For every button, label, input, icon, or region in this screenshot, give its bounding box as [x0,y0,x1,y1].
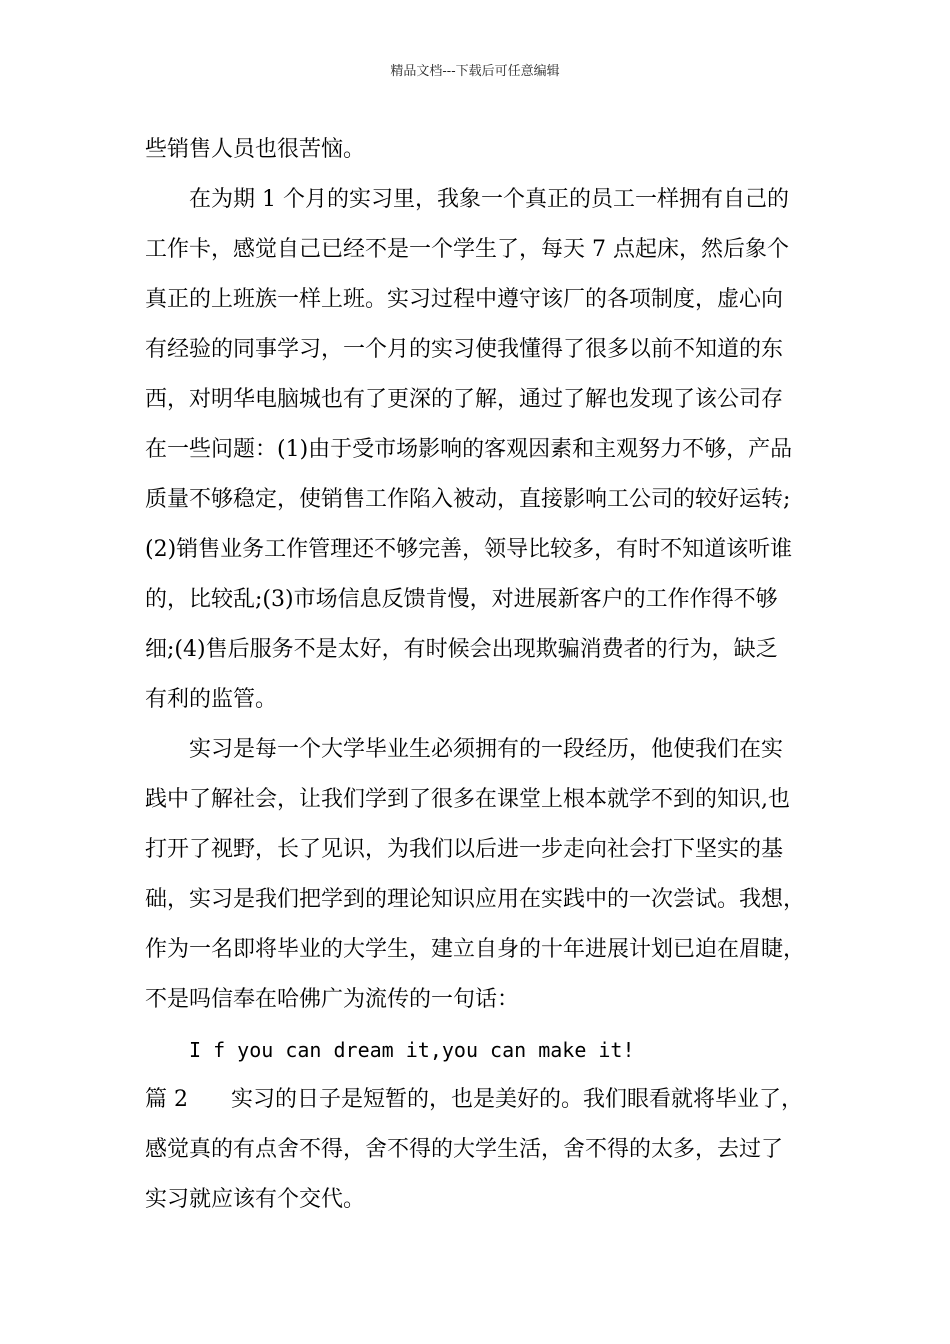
text-line: 础，实习是我们把学到的理论知识应用在实践中的一次尝试。我想， [145,887,806,912]
text-line: (2)销售业务工作管理还不够完善，领导比较多，有时不知道该听谁 [145,537,793,562]
text-line: 实习就应该有个交代。 [145,1187,366,1212]
text-line: 作为一名即将毕业的大学生，建立自身的十年进展计划已迫在眉睫， [145,937,806,962]
text-line: 质量不够稳定，使销售工作陷入被动，直接影响工公司的较好运转; [145,487,791,512]
text-line: 有利的监管。 [145,687,278,712]
text-line: 实习的日子是短暂的，也是美好的。我们眼看就将毕业了， [231,1087,804,1112]
text-line: 真正的上班族一样上班。实习过程中遵守该厂的各项制度，虚心向 [145,287,784,312]
text-line: 践中了解社会，让我们学到了很多在课堂上根本就学不到的知识,也 [145,787,790,812]
text-line: 的，比较乱;(3)市场信息反馈肯慢，对进展新客户的工作作得不够 [145,587,778,612]
document-body [145,125,810,1225]
text-line: 在为期 1 个月的实习里，我象一个真正的员工一样拥有自己的 [189,187,789,212]
text-line: 不是吗信奉在哈佛广为流传的一句话： [145,987,520,1012]
text-line: 西，对明华电脑城也有了更深的了解，通过了解也发现了该公司存 [145,387,784,412]
quote-line [145,1025,810,1075]
section-2-label: 篇 2 [145,1087,188,1112]
text-line: 感觉真的有点舍不得，舍不得的大学生活，舍不得的太多，去过了 [145,1137,784,1162]
page-header: 精品文档---下载后可任意编辑 [390,64,560,79]
section-2-first-line [145,1075,810,1125]
text-line: 工作卡，感觉自己已经不是一个学生了，每天 7 点起床，然后象个 [145,237,789,262]
text-line: 实习是每一个大学毕业生必须拥有的一段经历，他使我们在实 [189,737,784,762]
english-quote: I f you can dream it,you can make it! [189,1038,635,1062]
text-line: 在一些问题：(1)由于受市场影响的客观因素和主观努力不够，产品 [145,437,793,462]
text-line: 些销售人员也很苦恼。 [145,137,366,162]
text-line: 有经验的同事学习，一个月的实习使我懂得了很多以前不知道的东 [145,337,784,362]
text-line: 打开了视野，长了见识，为我们以后进一步走向社会打下坚实的基 [145,837,784,862]
text-line: 细;(4)售后服务不是太好，有时候会出现欺骗消费者的行为，缺乏 [145,637,778,662]
